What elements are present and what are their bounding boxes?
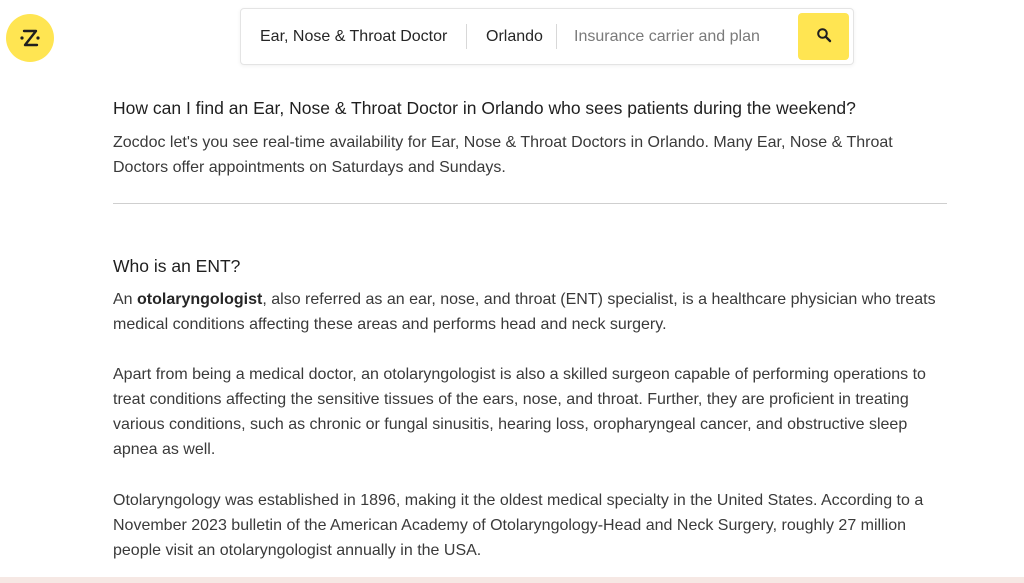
section-divider [113, 203, 947, 204]
definition-text: , also referred as an ear, nose, and throat (ENT) specialist, is a healthcare physician who treats medical conditions affecting these areas and performs head and neck surgery. [113, 291, 936, 333]
search-button[interactable] [798, 13, 849, 60]
insurance-field-wrapper [574, 9, 794, 64]
paragraph-history: Otolaryngology was established in 1896, making it the oldest medical specialty in the United States. According to a November 2023 bulletin of the American Academy of Otolaryngology-Head and Neck Surgery, roughly 27 million people visit an otolaryngologist annually in the USA. [113, 492, 924, 559]
paragraph-surgeon: Apart from being a medical doctor, an otolaryngologist is also a skilled surgeon capable of performing operations to treat conditions affecting the sensitive tissues of the ears, nose, and throat. Further, they are proficient in treating various conditions, such as chronic or fungal sinusitis, hearing loss, oropharyngeal cancer, and obstructive sleep apnea as well. [113, 366, 926, 458]
faq-question: How can I find an Ear, Nose & Throat Doctor in Orlando who sees patients during the weekend? [113, 98, 856, 118]
location-field[interactable]: Orlando [486, 28, 543, 45]
zocdoc-logo-icon[interactable] [6, 14, 54, 62]
search-bar [240, 8, 854, 65]
definition-prefix: An [113, 291, 138, 308]
faq-answer: Zocdoc let's you see real-time availability for Ear, Nose & Throat Doctors in Orlando. Many Ear, Nose & Throat Doctors offer appointments on Saturdays and Sundays. [113, 134, 893, 176]
insurance-input[interactable] [574, 10, 794, 65]
section-title: Who is an ENT? [113, 256, 241, 276]
specialty-field[interactable]: Ear, Nose & Throat Doctor [260, 28, 448, 45]
field-divider [466, 24, 467, 49]
definition-term: otolaryngologist [137, 291, 263, 308]
search-icon [816, 27, 832, 46]
paragraph-definition [113, 287, 947, 337]
field-divider [556, 24, 557, 49]
top-header [0, 0, 1024, 76]
bottom-band [0, 577, 1024, 583]
